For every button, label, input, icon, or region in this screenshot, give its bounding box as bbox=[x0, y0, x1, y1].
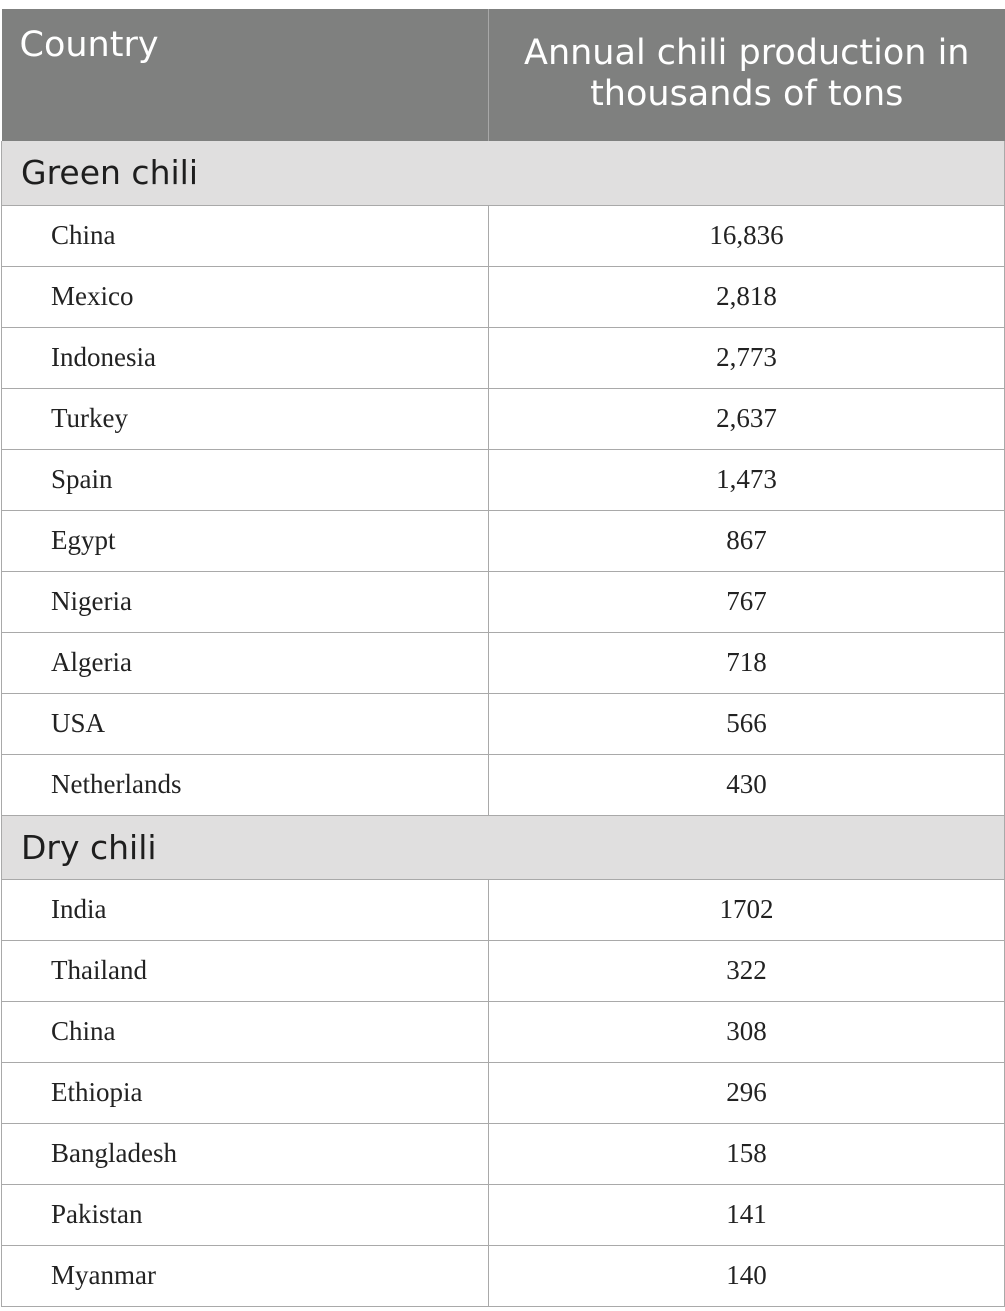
production-value-cell: 1,473 bbox=[489, 449, 1005, 510]
production-value-cell: 16,836 bbox=[489, 205, 1005, 266]
production-value-cell: 718 bbox=[489, 632, 1005, 693]
section-row bbox=[2, 141, 1005, 205]
table-row bbox=[2, 388, 1005, 449]
table-row bbox=[2, 693, 1005, 754]
chili-production-table bbox=[1, 9, 1005, 1307]
table-row bbox=[2, 879, 1005, 940]
production-value-cell: 2,637 bbox=[489, 388, 1005, 449]
production-value-cell: 430 bbox=[489, 754, 1005, 815]
production-value-cell: 566 bbox=[489, 693, 1005, 754]
section-title: Green chili bbox=[2, 141, 1005, 205]
country-cell: Nigeria bbox=[2, 571, 489, 632]
production-value-cell: 2,818 bbox=[489, 266, 1005, 327]
country-cell: Mexico bbox=[2, 266, 489, 327]
country-cell: India bbox=[2, 879, 489, 940]
production-value-cell: 1702 bbox=[489, 879, 1005, 940]
table-row bbox=[2, 1062, 1005, 1123]
production-value-cell: 308 bbox=[489, 1001, 1005, 1062]
country-cell: Pakistan bbox=[2, 1184, 489, 1245]
country-cell: Indonesia bbox=[2, 327, 489, 388]
table-row bbox=[2, 1245, 1005, 1306]
table-row bbox=[2, 1123, 1005, 1184]
production-value-cell: 767 bbox=[489, 571, 1005, 632]
country-cell: Thailand bbox=[2, 940, 489, 1001]
country-cell: Netherlands bbox=[2, 754, 489, 815]
country-cell: USA bbox=[2, 693, 489, 754]
table-row bbox=[2, 266, 1005, 327]
header-production: Annual chili production in thousands of tons bbox=[489, 9, 1005, 141]
table-row bbox=[2, 940, 1005, 1001]
production-value-cell: 2,773 bbox=[489, 327, 1005, 388]
country-cell: Bangladesh bbox=[2, 1123, 489, 1184]
section-row bbox=[2, 815, 1005, 879]
table-row bbox=[2, 1184, 1005, 1245]
header-country: Country bbox=[2, 9, 489, 141]
table-row bbox=[2, 449, 1005, 510]
production-value-cell: 322 bbox=[489, 940, 1005, 1001]
production-value-cell: 158 bbox=[489, 1123, 1005, 1184]
production-value-cell: 141 bbox=[489, 1184, 1005, 1245]
table-row bbox=[2, 632, 1005, 693]
country-cell: China bbox=[2, 205, 489, 266]
country-cell: Turkey bbox=[2, 388, 489, 449]
country-cell: China bbox=[2, 1001, 489, 1062]
table-row bbox=[2, 327, 1005, 388]
production-value-cell: 867 bbox=[489, 510, 1005, 571]
country-cell: Ethiopia bbox=[2, 1062, 489, 1123]
country-cell: Spain bbox=[2, 449, 489, 510]
header-row bbox=[2, 9, 1005, 141]
country-cell: Egypt bbox=[2, 510, 489, 571]
country-cell: Algeria bbox=[2, 632, 489, 693]
table-row bbox=[2, 1001, 1005, 1062]
production-value-cell: 140 bbox=[489, 1245, 1005, 1306]
table-row bbox=[2, 571, 1005, 632]
table-row bbox=[2, 510, 1005, 571]
country-cell: Myanmar bbox=[2, 1245, 489, 1306]
table-header bbox=[2, 9, 1005, 141]
table-row bbox=[2, 205, 1005, 266]
table-row bbox=[2, 754, 1005, 815]
table-body bbox=[2, 141, 1005, 1306]
production-value-cell: 296 bbox=[489, 1062, 1005, 1123]
section-title: Dry chili bbox=[2, 815, 1005, 879]
